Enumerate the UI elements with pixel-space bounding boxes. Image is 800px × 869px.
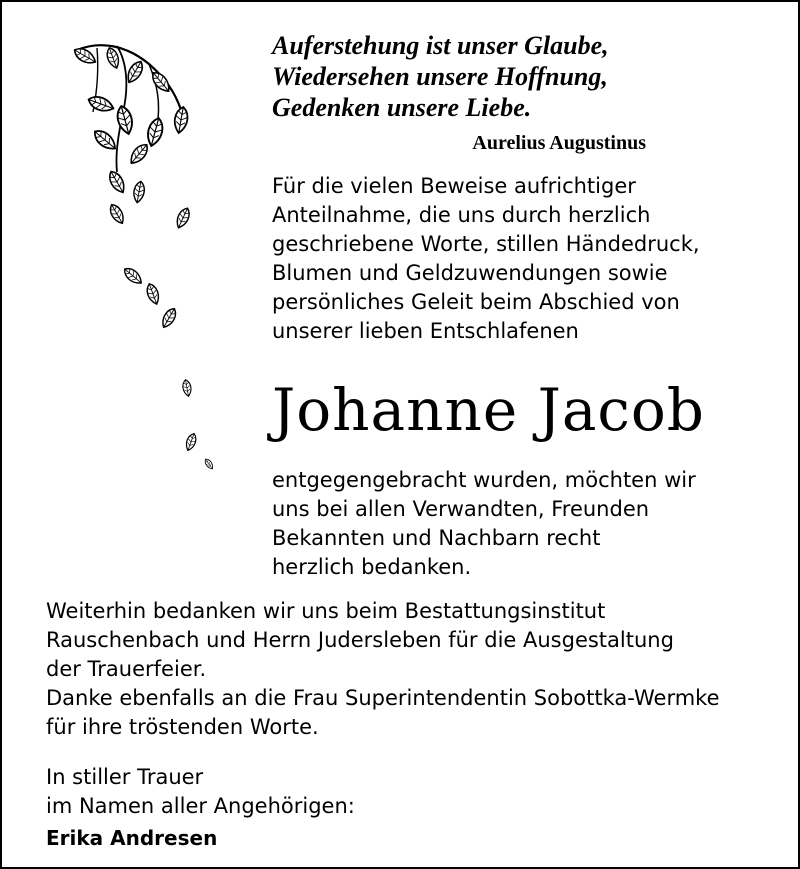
continuation-line: uns bei allen Verwandten, Freunden bbox=[272, 497, 650, 521]
quote-line: Auferstehung ist unser Glaube, bbox=[272, 31, 609, 60]
signer-name: Erika Andresen bbox=[46, 826, 218, 850]
closing-line: im Namen aller Angehörigen: bbox=[46, 794, 355, 818]
continuation-line: entgegengebracht wurden, möchten wir bbox=[272, 468, 696, 492]
further-thanks-text bbox=[46, 597, 720, 742]
intro-text bbox=[272, 172, 700, 346]
intro-line: Blumen und Geldzuwendungen sowie bbox=[272, 261, 668, 285]
birch-branch-with-falling-leaves-icon bbox=[57, 32, 257, 492]
intro-line: persönliches Geleit beim Abschied von bbox=[272, 290, 680, 314]
intro-line: Anteilnahme, die uns durch herzlich bbox=[272, 203, 651, 227]
continuation-line: herzlich bedanken. bbox=[272, 555, 472, 579]
intro-line: geschriebene Worte, stillen Händedruck, bbox=[272, 232, 700, 256]
closing-text bbox=[46, 763, 355, 821]
quote-author: Aurelius Augustinus bbox=[472, 132, 646, 154]
further-line: Danke ebenfalls an die Frau Superintendentin Sobottka-Wermke bbox=[46, 686, 720, 710]
further-line: Weiterhin bedanken wir uns beim Bestattungsinstitut bbox=[46, 599, 606, 623]
quote-line: Wiedersehen unsere Hoffnung, bbox=[272, 62, 608, 91]
quote bbox=[272, 30, 609, 123]
deceased-name: Johanne Jacob bbox=[272, 376, 705, 444]
quote-line: Gedenken unsere Liebe. bbox=[272, 93, 532, 122]
further-line: der Trauerfeier. bbox=[46, 657, 207, 681]
intro-line: unserer lieben Entschlafenen bbox=[272, 319, 579, 343]
continuation-line: Bekannten und Nachbarn recht bbox=[272, 526, 601, 550]
intro-line: Für die vielen Beweise aufrichtiger bbox=[272, 174, 636, 198]
continuation-text bbox=[272, 466, 696, 582]
further-line: Rauschenbach und Herrn Judersleben für die Ausgestaltung bbox=[46, 628, 674, 652]
further-line: für ihre tröstenden Worte. bbox=[46, 715, 319, 739]
closing-line: In stiller Trauer bbox=[46, 765, 204, 789]
